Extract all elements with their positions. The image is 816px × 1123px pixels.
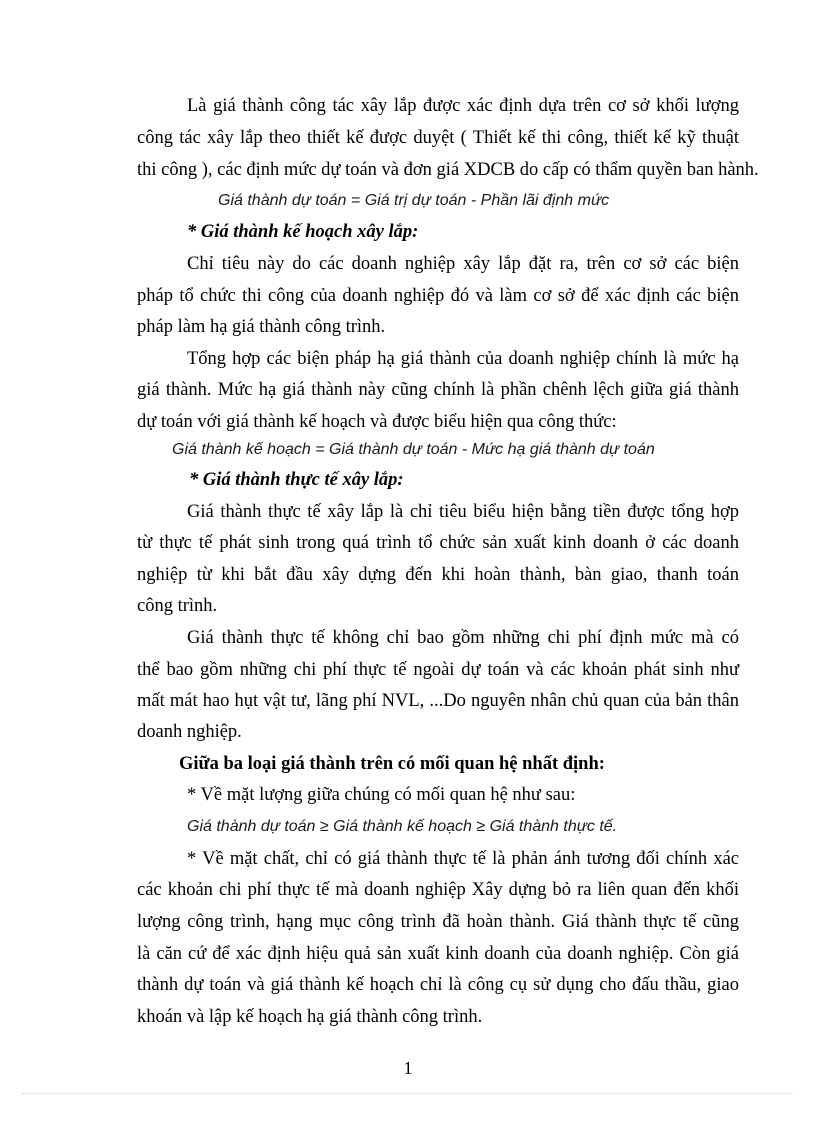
paragraph-line: * Về mặt chất, chỉ có giá thành thực tế là phản ánh tương đối chính xác (187, 849, 739, 869)
paragraph-line: Giá thành thực tế xây lắp là chỉ tiêu biểu hiện bằng tiền được tổng hợp (187, 502, 739, 522)
paragraph-line: từ thực tế phát sinh trong quá trình tổ chức sản xuất kinh doanh ở các doanh (137, 533, 739, 553)
relationship-heading: Giữa ba loại giá thành trên có mối quan hệ nhất định: (179, 754, 605, 774)
paragraph-line: thành dự toán và giá thành kế hoạch chỉ là công cụ sử dụng cho đấu thầu, giao (137, 975, 739, 995)
paragraph-line: dự toán với giá thành kế hoạch và được biểu hiện qua công thức: (137, 412, 617, 432)
paragraph-line: thể bao gồm những chi phí thực tế ngoài dự toán và các khoản phát sinh như (137, 660, 739, 680)
paragraph-line: doanh nghiệp. (137, 722, 242, 742)
paragraph-line: * Về mặt lượng giữa chúng có mối quan hệ như sau: (187, 785, 576, 805)
formula-line: Giá thành kế hoạch = Giá thành dự toán - Mức hạ giá thành dự toán (172, 441, 655, 458)
paragraph-line: Giá thành thực tế không chỉ bao gồm những chi phí định mức mà có (187, 628, 739, 648)
formula-line: Giá thành dự toán ≥ Giá thành kế hoạch ≥ Giá thành thực tế. (187, 818, 618, 835)
paragraph-line: công tác xây lắp theo thiết kế được duyệt ( Thiết kế thi công, thiết kế kỹ thuật (137, 128, 739, 148)
paragraph-line: thi công ), các định mức dự toán và đơn giá XDCB do cấp có thẩm quyền ban hành. (137, 160, 759, 180)
paragraph-line: pháp tổ chức thi công của doanh nghiệp đó và làm cơ sở để xác định các biện (137, 286, 739, 306)
section-heading: * Giá thành thực tế xây lắp: (189, 470, 404, 490)
paragraph-line: Chỉ tiêu này do các doanh nghiệp xây lắp đặt ra, trên cơ sở các biện (187, 254, 739, 274)
paragraph-line: Là giá thành công tác xây lắp được xác định dựa trên cơ sở khối lượng (187, 96, 739, 116)
paragraph-line: giá thành. Mức hạ giá thành này cũng chính là phần chênh lệch giữa giá thành (137, 380, 739, 400)
paragraph-line: lượng công trình, hạng mục công trình đã hoàn thành. Giá thành thực tế cũng (137, 912, 739, 932)
paragraph-line: khoán và lập kế hoạch hạ giá thành công trình. (137, 1007, 483, 1027)
paragraph-line: Tổng hợp các biện pháp hạ giá thành của doanh nghiệp chính là mức hạ (187, 349, 739, 369)
paragraph-line: pháp làm hạ giá thành công trình. (137, 317, 386, 337)
paragraph-line: các khoản chi phí thực tế mà doanh nghiệp Xây dựng bỏ ra liên quan đến khối (137, 880, 739, 900)
page-number: 1 (403, 1058, 413, 1078)
paragraph-line: công trình. (137, 596, 218, 616)
paragraph-line: nghiệp từ khi bắt đầu xây dựng đến khi hoàn thành, bàn giao, thanh toán (137, 565, 739, 585)
section-heading: * Giá thành kế hoạch xây lắp: (187, 222, 419, 242)
paragraph-line: là căn cứ để xác định hiệu quả sản xuất kinh doanh của doanh nghiệp. Còn giá (137, 944, 739, 964)
paragraph-line: mất mát hao hụt vật tư, lãng phí NVL, ...Do nguyên nhân chủ quan của bản thân (137, 691, 739, 711)
footer-divider (22, 1093, 794, 1094)
formula-line: Giá thành dự toán = Giá trị dự toán - Phần lãi định mức (218, 192, 610, 209)
